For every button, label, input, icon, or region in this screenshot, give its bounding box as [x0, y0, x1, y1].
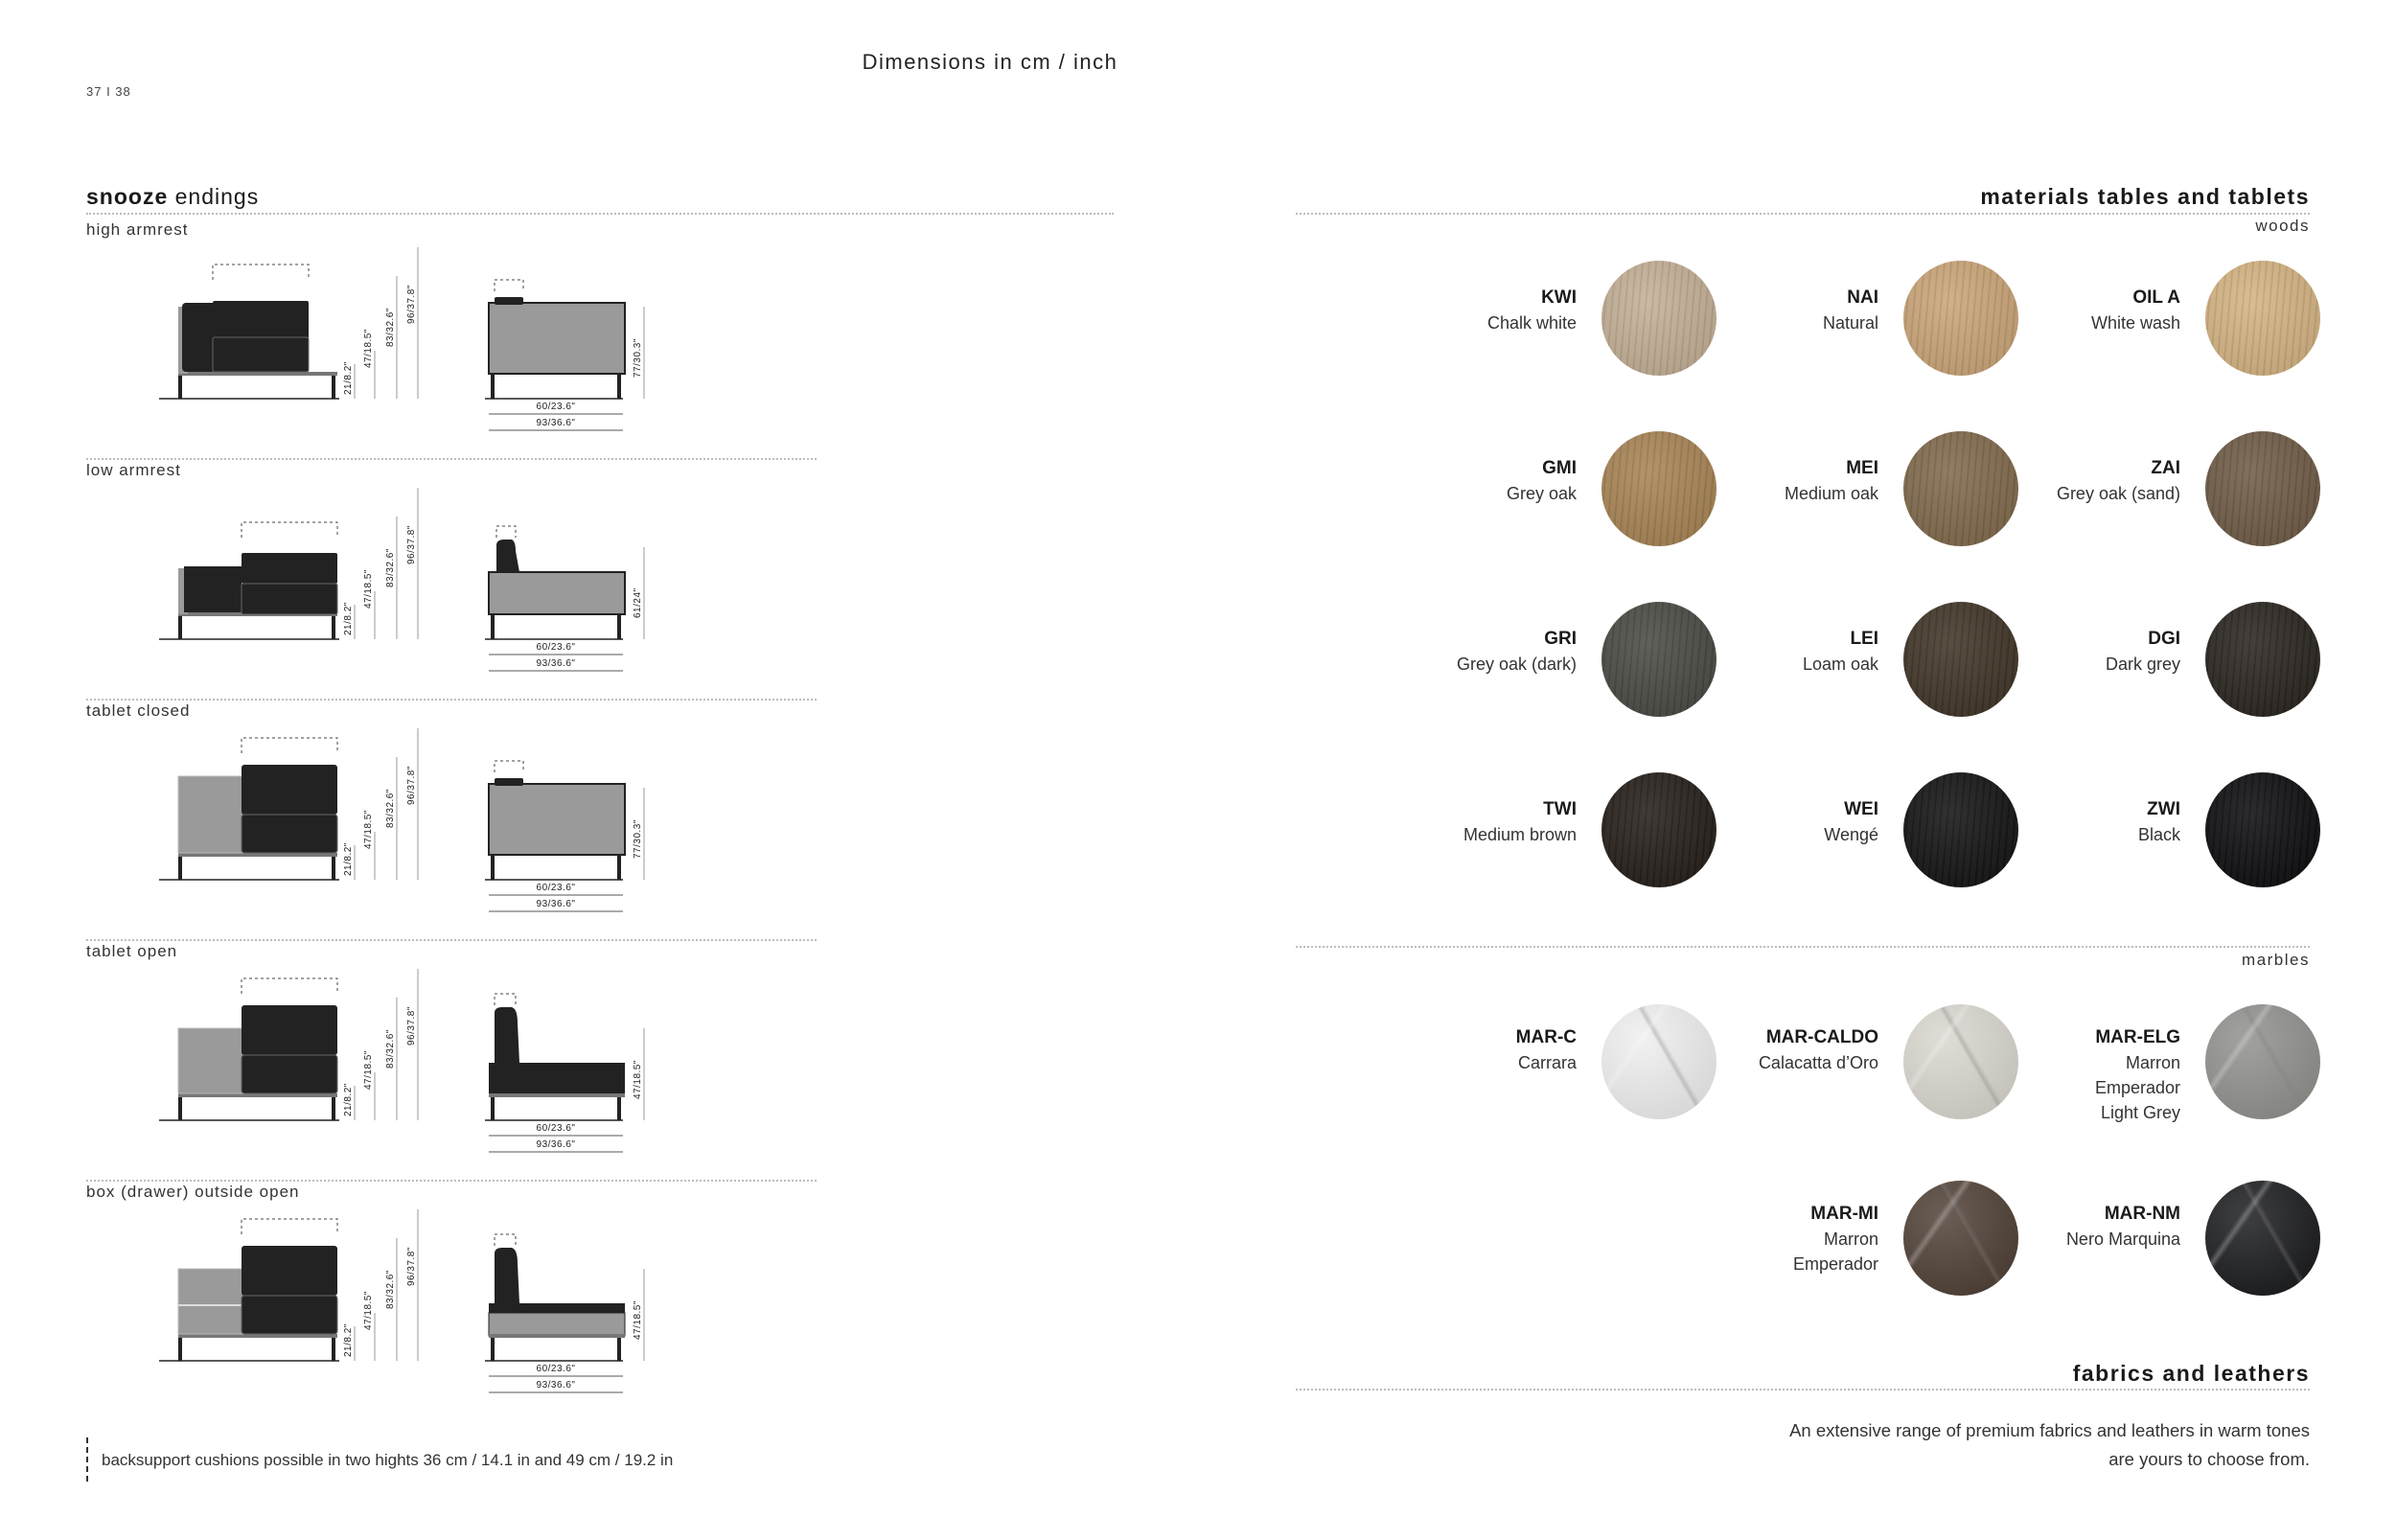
materials-rule: [1296, 213, 2310, 215]
wood-code: GMI: [1542, 458, 1577, 478]
marble-name-line: Light Grey: [2100, 1103, 2180, 1122]
wood-code: ZAI: [2151, 458, 2180, 478]
side-view-drawing: [479, 724, 690, 954]
row-label: high armrest: [86, 220, 189, 239]
dim-label-side-height: 77/30.3": [633, 338, 643, 378]
marble-name-line: Calacatta d’Oro: [1758, 1053, 1878, 1072]
wood-swatch[interactable]: [2205, 431, 2320, 546]
leg: [332, 1336, 335, 1361]
headrest-outline: [495, 280, 523, 291]
wood-name: White wash: [2090, 313, 2180, 333]
leg: [617, 614, 621, 639]
wood-code: OIL A: [2132, 287, 2180, 308]
wood-name: Medium oak: [1784, 484, 1878, 503]
seat-cushion: [242, 815, 337, 853]
section-rule: [86, 213, 1114, 215]
wood-code: LEI: [1850, 629, 1878, 649]
dim-label-60: 60/23.6": [536, 883, 576, 893]
dim-label-83: 83/32.6": [385, 1270, 396, 1309]
wood-code: GRI: [1544, 629, 1577, 649]
dim-label-60: 60/23.6": [536, 642, 576, 653]
front-view-drawing: [153, 243, 441, 435]
leg: [617, 1095, 621, 1120]
wood-swatch[interactable]: [2205, 772, 2320, 887]
back-cushion: [495, 1007, 519, 1063]
leg: [617, 374, 621, 399]
side-panel: [489, 303, 625, 374]
wood-code: WEI: [1844, 799, 1878, 819]
wood-name: Dark grey: [2105, 655, 2180, 674]
fabrics-text: [1524, 1416, 2310, 1474]
side-view-drawing: [479, 965, 690, 1195]
side-panel: [489, 784, 625, 855]
leg: [178, 1336, 182, 1361]
frame: [178, 853, 337, 857]
front-view-drawing: [153, 484, 441, 676]
dim-label-60: 60/23.6": [536, 1364, 576, 1374]
dim-label-83: 83/32.6": [385, 1029, 396, 1069]
marble-code: MAR-MI: [1810, 1204, 1878, 1224]
row-divider: [86, 1180, 817, 1182]
tablet-box: [178, 1028, 245, 1093]
side-view-drawing: [479, 484, 690, 714]
headrest-outline: [242, 522, 337, 538]
wood-name: Grey oak (sand): [2056, 484, 2180, 503]
marble-swatch[interactable]: [2205, 1181, 2320, 1296]
wood-code: DGI: [2148, 629, 2180, 649]
back-cushion: [242, 553, 337, 584]
drawer: [489, 1313, 625, 1336]
seat-cushion: [242, 1296, 337, 1334]
row-divider: [86, 699, 817, 701]
dim-label-21: 21/8.2": [343, 602, 354, 635]
side-view-drawing: [479, 1206, 690, 1436]
dim-label-96: 96/37.8": [406, 766, 417, 805]
row-divider: [86, 939, 817, 941]
leg: [178, 374, 182, 399]
leg: [491, 1095, 495, 1120]
footnote: backsupport cushions possible in two hights 36 cm / 14.1 in and 49 cm / 19.2 in: [102, 1451, 674, 1469]
leg: [617, 855, 621, 880]
headrest-outline: [242, 738, 337, 753]
row-label: tablet open: [86, 942, 178, 960]
wood-name: Loam oak: [1802, 655, 1878, 674]
back-cushion: [242, 765, 337, 815]
frame: [489, 1334, 625, 1338]
wood-code: TWI: [1543, 799, 1577, 819]
dim-label-83: 83/32.6": [385, 308, 396, 347]
back-cushion: [496, 540, 519, 572]
marble-swatch[interactable]: [2205, 1004, 2320, 1119]
dim-label-93: 93/36.6": [536, 418, 576, 428]
leg: [332, 855, 335, 880]
frame: [178, 1334, 337, 1338]
wood-code: ZWI: [2147, 799, 2180, 819]
dim-label-side-height: 47/18.5": [633, 1060, 643, 1099]
dim-label-96: 96/37.8": [406, 525, 417, 564]
back-cushion: [213, 301, 309, 339]
armrest-cushion: [184, 584, 243, 612]
seat-cushion: [213, 337, 309, 372]
marble-name-line: Emperador: [1792, 1254, 1878, 1274]
dim-label-60: 60/23.6": [536, 1123, 576, 1134]
dim-label-93: 93/36.6": [536, 1380, 576, 1391]
headrest-outline: [496, 526, 516, 538]
dim-label-96: 96/37.8": [406, 1006, 417, 1046]
tablet-box: [178, 776, 245, 853]
wood-name: Grey oak: [1506, 484, 1577, 503]
wood-name: Grey oak (dark): [1456, 655, 1577, 674]
title-rest: endings: [168, 184, 260, 209]
marble-code: MAR-NM: [2104, 1204, 2180, 1224]
headrest: [495, 778, 523, 786]
row-label: low armrest: [86, 461, 181, 479]
wood-name: Black: [2137, 825, 2180, 844]
leg: [617, 1336, 621, 1361]
front-view-drawing: [153, 1206, 441, 1397]
dim-label-47: 47/18.5": [363, 810, 374, 849]
dim-label-96: 96/37.8": [406, 285, 417, 324]
marble-name-line: Emperador: [2094, 1078, 2180, 1097]
leg: [491, 374, 495, 399]
leg: [178, 614, 182, 639]
marble-code: MAR-C: [1515, 1027, 1577, 1047]
dim-label-21: 21/8.2": [343, 1083, 354, 1116]
dim-label-83: 83/32.6": [385, 548, 396, 587]
headrest-outline: [213, 264, 309, 280]
marble-name-line: Carrara: [1517, 1053, 1577, 1072]
back-cushion: [242, 1246, 337, 1296]
wood-swatch[interactable]: [2205, 261, 2320, 376]
dim-label-21: 21/8.2": [343, 1323, 354, 1357]
dim-label-side-height: 61/24": [633, 587, 643, 618]
tablet-box: [178, 1269, 245, 1334]
fabrics-title: fabrics and leathers: [2072, 1361, 2310, 1386]
page-numbers: 37 I 38: [86, 84, 131, 99]
row-label: box (drawer) outside open: [86, 1183, 300, 1201]
leg: [491, 855, 495, 880]
seat-cushion: [242, 1055, 337, 1093]
wood-name: Medium brown: [1463, 825, 1577, 844]
dim-label-83: 83/32.6": [385, 789, 396, 828]
headrest-outline: [495, 761, 523, 772]
marble-name-line: Marron: [2125, 1053, 2180, 1072]
dim-label-side-height: 47/18.5": [633, 1300, 643, 1340]
marble-name-line: Nero Marquina: [2065, 1230, 2180, 1249]
wood-code: NAI: [1847, 287, 1878, 308]
marble-code: MAR-ELG: [2095, 1027, 2180, 1047]
dim-label-21: 21/8.2": [343, 361, 354, 395]
dim-label-93: 93/36.6": [536, 658, 576, 669]
wood-name: Chalk white: [1486, 313, 1577, 333]
fabrics-text-line-2: are yours to choose from.: [2108, 1449, 2310, 1469]
seat-cushion: [242, 584, 337, 614]
marble-name-line: Marron: [1823, 1230, 1878, 1249]
dim-label-47: 47/18.5": [363, 569, 374, 609]
footnote-marker: [86, 1437, 88, 1482]
dim-label-side-height: 77/30.3": [633, 819, 643, 859]
leg: [332, 614, 335, 639]
frame: [178, 372, 337, 376]
page-title: Dimensions in cm / inch: [862, 50, 1118, 74]
wood-code: MEI: [1846, 458, 1878, 478]
dim-label-93: 93/36.6": [536, 1139, 576, 1150]
dim-label-96: 96/37.8": [406, 1247, 417, 1286]
leg: [332, 1095, 335, 1120]
dim-label-47: 47/18.5": [363, 329, 374, 368]
leg: [178, 1095, 182, 1120]
marble-code: MAR-CALDO: [1765, 1027, 1878, 1047]
section-title-snooze-endings: [86, 184, 259, 210]
dim-label-21: 21/8.2": [343, 842, 354, 876]
materials-title: materials tables and tablets: [1980, 184, 2310, 209]
front-view-drawing: [153, 724, 441, 916]
row-label: tablet closed: [86, 701, 191, 720]
dim-label-47: 47/18.5": [363, 1050, 374, 1090]
row-divider: [86, 458, 817, 460]
leg: [178, 855, 182, 880]
title-bold: snooze: [86, 184, 169, 209]
fabrics-text-line-1: An extensive range of premium fabrics and leathers in warm tones: [1789, 1420, 2310, 1440]
headrest-outline: [495, 994, 516, 1005]
wood-code: KWI: [1541, 287, 1577, 308]
leg: [332, 374, 335, 399]
headrest-outline: [242, 978, 337, 994]
headrest-outline: [242, 1219, 337, 1234]
frame: [178, 1093, 337, 1097]
armrest-top: [184, 566, 242, 584]
dim-label-93: 93/36.6": [536, 899, 576, 909]
side-view-drawing: [479, 243, 690, 473]
back-cushion: [495, 1248, 519, 1303]
frame: [489, 1093, 625, 1097]
marbles-rule: [1296, 946, 2310, 948]
headrest-outline: [495, 1234, 516, 1246]
seat-cushion: [489, 1063, 625, 1093]
leg: [491, 1336, 495, 1361]
back-cushion: [242, 1005, 337, 1055]
wood-name: Natural: [1822, 313, 1878, 333]
woods-label: woods: [2255, 217, 2310, 235]
marbles-label: marbles: [2242, 951, 2310, 969]
side-panel: [489, 572, 625, 614]
leg: [491, 614, 495, 639]
wood-name: Wengé: [1824, 825, 1878, 844]
headrest: [495, 297, 523, 305]
fabrics-rule: [1296, 1389, 2310, 1391]
front-view-drawing: [153, 965, 441, 1157]
dim-label-47: 47/18.5": [363, 1291, 374, 1330]
dim-label-60: 60/23.6": [536, 402, 576, 412]
wood-swatch[interactable]: [2205, 602, 2320, 717]
